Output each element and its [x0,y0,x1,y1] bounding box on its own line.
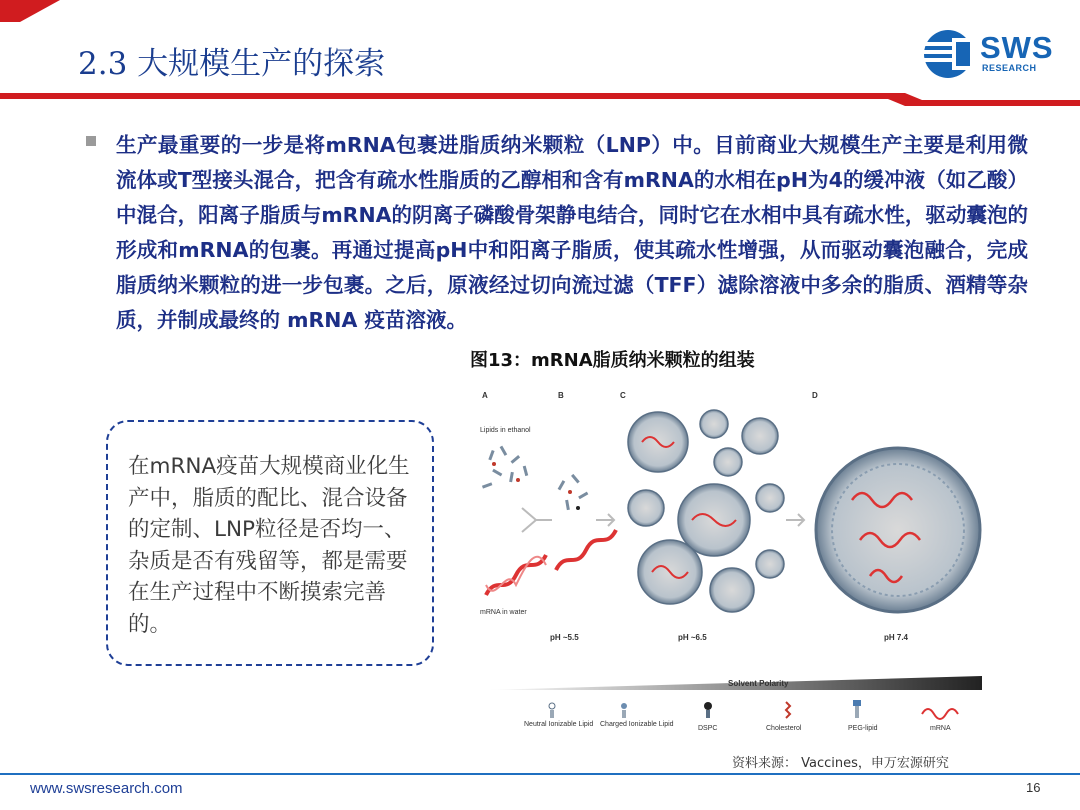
logo-wordmark: SWS [980,30,1054,65]
lipid-cluster-b [558,474,589,510]
mrna-water-label: mRNA in water [480,609,527,616]
solvent-polarity-label: Solvent Polarity [728,679,789,688]
ph-label-2: pH ~6.5 [678,633,707,642]
sws-logo-icon [922,28,978,80]
legend-cholesterol: Cholesterol [766,725,802,732]
lipid-cluster [482,446,528,489]
footer-divider [0,773,1080,775]
lnp-assembly-figure [470,380,1010,742]
vesicle-group [628,410,784,612]
legend-charged: Charged Ionizable Lipid [600,721,674,728]
ph-label-1: pH ~5.5 [550,633,579,642]
ph-label-3: pH 7.4 [884,633,909,642]
panel-label-c: C [620,391,626,400]
legend-mrna: mRNA [930,725,951,732]
footer-url[interactable]: www.swsresearch.com [30,780,183,797]
figure-source: 资料来源： Vaccines，申万宏源研究 [732,756,949,771]
final-lnp [816,448,980,612]
figure-caption: 图13：mRNA脂质纳米颗粒的组装 [470,350,755,371]
panel-label-b: B [558,391,564,400]
mrna-helix-b [556,530,616,570]
panel-label-a: A [482,391,488,400]
page-title: 2.3 大规模生产的探索 [78,46,386,82]
legend-icons [549,700,958,719]
main-paragraph: 生产最重要的一步是将mRNA包裹进脂质纳米颗粒（LNP）中。目前商业大规模生产主要是利用微流体或T型接头混合，把含有疏水性脂质的乙醇相和含有mRNA的水相在pH为4的缓冲液（如乙酸）中混合，阳离子脂质与mRNA的阴离子磷酸骨架静电结合，同时它在水相中具有疏水性，驱动囊泡的形成和mRNA的包裹。再通过提高pH中和阳离子脂质，使其疏水性增强，从而驱动囊泡融合，完成脂质纳米颗粒的进一步包裹。之后，原液经过切向流过滤（TFF）滤除溶液中多余的脂质、酒精等杂质，并制成最终的 mRNA 疫苗溶液。 [116,133,1028,332]
logo-subtitle: RESEARCH [982,63,1037,73]
legend-peg: PEG-lipid [848,725,878,732]
legend-dspc: DSPC [698,725,718,732]
callout-text: 在mRNA疫苗大规模商业化生产中，脂质的配比、混合设备的定制、LNP粒径是否均一、杂质是否有残留等，都是需要在生产过程中不断摸索完善的。 [128,454,410,637]
panel-label-d: D [812,391,818,400]
legend-neutral: Neutral Ionizable Lipid [524,721,594,728]
bullet-square [86,136,96,146]
page-number: 16 [1026,780,1041,795]
lipids-label: Lipids in ethanol [480,427,531,434]
